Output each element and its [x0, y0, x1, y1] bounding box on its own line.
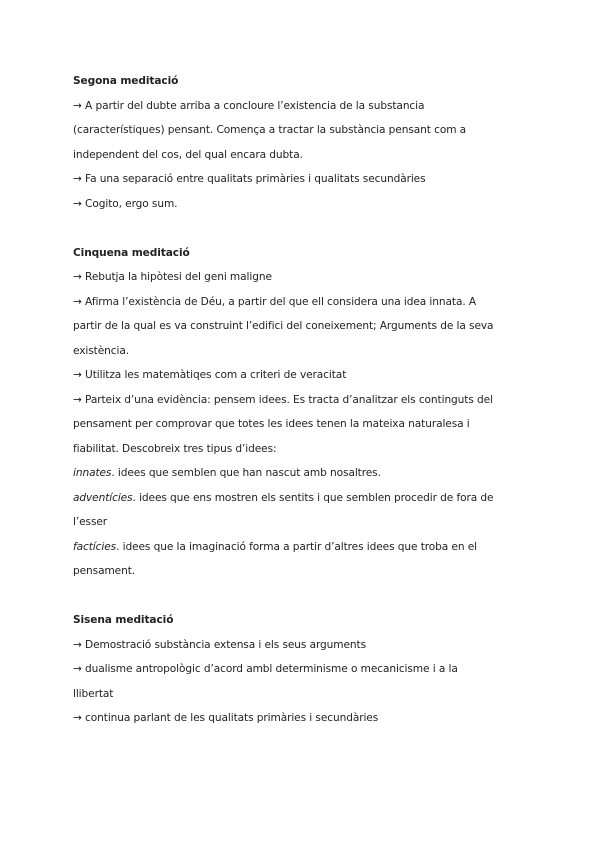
text-line: → Afirma l’existència de Déu, a partir del que ell considera una idea innata. A: [73, 295, 477, 308]
text-line: pensament per comprovar que totes les idees tenen la mateixa naturalesa i: [73, 418, 470, 430]
section-title: Cinquena meditació: [73, 246, 190, 259]
idea-term: innates: [73, 467, 112, 479]
text-line: → continua parlant de les qualitats primàries i secundàries: [73, 712, 379, 724]
section-title: Sisena meditació: [73, 614, 174, 626]
idea-description: . idees que ens mostren els sentits i que semblen procedir de fora de: [132, 491, 494, 504]
text-line: → Rebutja la hipòtesi del geni maligne: [73, 271, 272, 283]
text-line: → dualisme antropològic d’acord ambl determinisme o mecanicisme i a la: [73, 663, 458, 675]
document-body: [73, 69, 533, 731]
idea-type-innates: [73, 461, 533, 486]
text-line: → Cogito, ergo sum.: [73, 197, 178, 210]
text-line: → Fa una separació entre qualitats primàries i qualitats secundàries: [73, 173, 426, 185]
idea-term: factícies: [73, 540, 117, 553]
idea-description: . idees que la imaginació forma a partir d’altres idees que troba en el: [116, 540, 477, 553]
idea-description: . idees que semblen que han nascut amb nosaltres.: [111, 467, 381, 479]
section-title: Segona meditació: [73, 75, 179, 87]
text-line: l’esser: [73, 516, 108, 528]
text-line: (característiques) pensant. Comença a tractar la substància pensant com a: [73, 124, 467, 136]
text-line: → Demostració substància extensa i els seus arguments: [73, 638, 367, 651]
text-line: existència.: [73, 344, 129, 357]
section-sisena-meditacio: [73, 608, 533, 731]
section-segona-meditacio: [73, 69, 533, 216]
idea-type-facticies: [73, 535, 533, 560]
text-line: pensament.: [73, 565, 136, 577]
idea-term: adventícies: [73, 491, 133, 504]
text-line: independent del cos, del qual encara dubta.: [73, 148, 303, 161]
text-line: llibertat: [73, 687, 114, 700]
text-line: → A partir del dubte arriba a concloure l’existencia de la substancia: [73, 99, 425, 112]
text-line: → Utilitza les matemàtiqes com a criteri de veracitat: [73, 369, 347, 381]
text-line: partir de la qual es va construint l’edifici del coneixement; Arguments de la seva: [73, 320, 494, 332]
text-line: fiabilitat. Descobreix tres tipus d’idees:: [73, 442, 277, 455]
section-cinquena-meditacio: [73, 241, 533, 584]
idea-type-adventicies: [73, 486, 533, 511]
text-line: → Parteix d’una evidència: pensem idees. Es tracta d’analitzar els continguts del: [73, 393, 493, 406]
